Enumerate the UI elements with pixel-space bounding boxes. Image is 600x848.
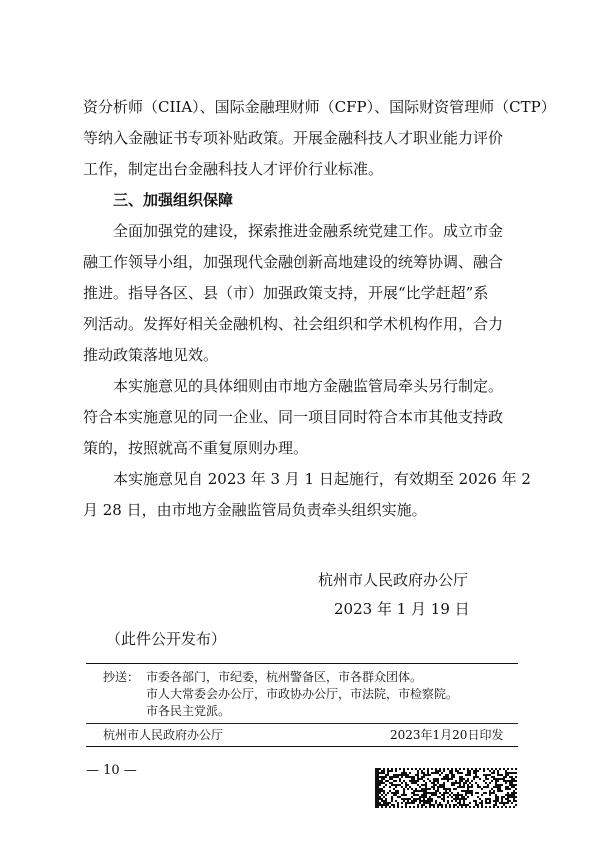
- paragraph-effective-date: [83, 464, 531, 526]
- paragraph-organization: [83, 216, 523, 371]
- cc-line: 市委各部门，市纪委，杭州警备区，市各群众团体。: [146, 670, 423, 684]
- text-line: 本实施意见自 2023 年 3 月 1 日起施行，有效期至 2026 年 2: [113, 470, 531, 488]
- text-line: 推进。指导各区、县（市）加强政策支持，开展“比学赶超”系: [83, 284, 489, 302]
- text-line: 月 28 日，由市地方金融监管局负责牵头组织实施。: [83, 501, 427, 519]
- cc-line: 市人大常委会办公厅，市政协办公厅，市法院，市检察院。: [146, 687, 459, 701]
- section-heading: 三、加强组织保障: [113, 191, 234, 209]
- text-line: 本实施意见的具体细则由市地方金融监管局牵头另行制定。: [113, 377, 504, 395]
- paragraph-detailed-rules: [83, 371, 523, 464]
- text-line: 符合本实施意见的同一企业、同一项目同时符合本市其他支持政: [83, 408, 504, 426]
- cc-label: 抄送：: [103, 670, 140, 684]
- bottom-divider: [86, 746, 518, 747]
- barcode-image: [375, 768, 517, 808]
- page-number: — 10 —: [86, 763, 137, 778]
- cc-line: 市各民主党派。: [146, 704, 231, 718]
- footer-print-date: 2023年1月20日印发: [390, 728, 504, 742]
- text-line: 全面加强党的建设，探索推进金融系统党建工作。成立市金: [113, 222, 504, 240]
- middle-divider: [86, 723, 518, 724]
- issue-date: 2023 年 1 月 19 日: [334, 600, 470, 618]
- text-line: 融工作领导小组，加强现代金融创新高地建设的统筹协调、融合: [83, 253, 504, 271]
- text-line: 工作，制定出台金融科技人才评价行业标准。: [83, 160, 384, 178]
- text-line: 等纳入金融证书专项补贴政策。开展金融科技人才职业能力评价: [83, 129, 504, 147]
- text-line: 策的，按照就高不重复原则办理。: [83, 439, 309, 457]
- issuer-name: 杭州市人民政府办公厅: [318, 571, 469, 589]
- top-divider: [86, 663, 518, 664]
- text-line: 列活动。发挥好相关金融机构、社会组织和学术机构作用，合力: [83, 315, 504, 333]
- publication-note: （此件公开发布）: [106, 630, 227, 648]
- footer-office: 杭州市人民政府办公厅: [103, 728, 224, 742]
- text-line: 资分析师（CIIA）、国际金融理财师（CFP）、国际财资管理师（CTP）: [83, 98, 556, 116]
- text-line: 推动政策落地见效。: [83, 346, 219, 364]
- paragraph-talent-policy: [83, 92, 556, 185]
